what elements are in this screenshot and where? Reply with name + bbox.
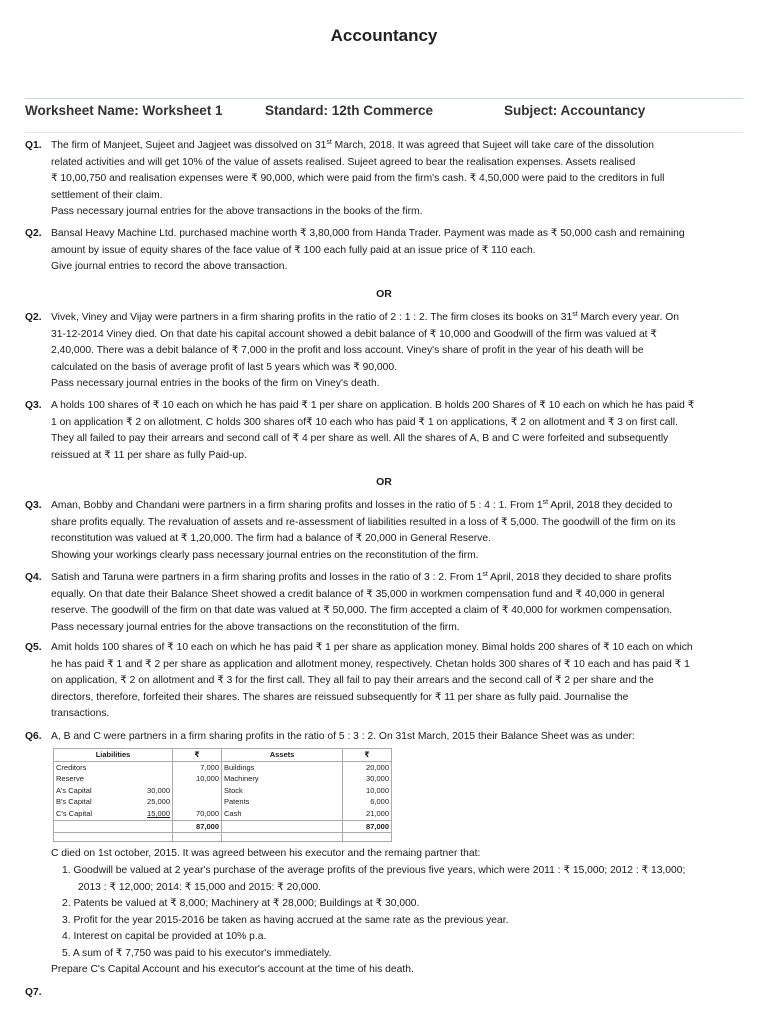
question	[25, 729, 743, 746]
worksheet-name: Worksheet Name: Worksheet 1	[25, 103, 223, 118]
table-row: Reserve 10,000 Machinery 30,000	[54, 773, 392, 785]
table-header: ₹	[173, 749, 222, 762]
question-line: directors, therefore, forfeited their shares. The shares are reissued subsequently for ₹ 11 per share as fully paid. Journalise the	[51, 691, 629, 703]
or-separator: OR	[376, 288, 392, 300]
table-row: A's Capital 30,000 Stock 10,000	[54, 785, 392, 797]
or-separator: OR	[376, 476, 392, 488]
question-number: Q2.	[25, 312, 42, 323]
question-line: equally. On that date their Balance Sheet showed a credit balance of ₹ 35,000 in workmen compensation fund and ₹ 40,000 in general	[51, 588, 665, 600]
question-line: 31-12-2014 Viney died. On that date his capital account showed a debit balance of ₹ 10,000 and Goodwill of the firm was valued at ₹	[51, 328, 657, 340]
page-title: Accountancy	[330, 26, 438, 45]
q6-intro: C died on 1st october, 2015. It was agreed between his executor and the remaing partner that:	[51, 848, 481, 859]
table-total-row	[54, 820, 392, 833]
question-number: Q3.	[25, 400, 42, 411]
question-line: Pass necessary journal entries in the books of the firm on Viney's death.	[51, 378, 380, 390]
question-line: settlement of their claim.	[51, 189, 163, 201]
question	[25, 640, 743, 723]
total-left: 87,000	[173, 820, 222, 833]
list-item: 5. A sum of ₹ 7,750 was paid to his executor's immediately.	[62, 947, 332, 959]
question	[25, 226, 743, 276]
total-right: 87,000	[343, 820, 392, 833]
question-line: on application, ₹ 2 on allotment and ₹ 3 for the first call. They all fail to pay their arrears and the second call of ₹ 2 per share and the	[51, 675, 654, 687]
question-line: share profits equally. The revaluation of assets and re-assessment of liabilities resulted in a loss of ₹ 5,000. The goodwill of the firm on its	[51, 516, 676, 528]
question	[25, 310, 743, 393]
list-item: 1. Goodwill be valued at 2 year's purchase of the average profits of the previous five years, which were 2011 : ₹ 15,000; 2012 : ₹ 13,000;	[62, 865, 686, 876]
list-item: 2013 : ₹ 12,000; 2014: ₹ 15,000 and 2015: ₹ 20,000.	[78, 881, 321, 893]
standard: Standard: 12th Commerce	[265, 103, 434, 118]
balance-sheet-table	[53, 748, 392, 842]
question-line: Vivek, Viney and Vijay were partners in a firm sharing profits in the ratio of 2 : 1 : 2. The firm closes its books on 31st March every year. On	[51, 311, 679, 323]
question-line: Showing your workings clearly pass necessary journal entries on the reconstitution of the firm.	[51, 549, 479, 561]
question-number: Q1.	[25, 140, 42, 151]
divider	[25, 132, 743, 133]
question-line: A holds 100 shares of ₹ 10 each on which he has paid ₹ 1 per share on application. B holds 200 Shares of ₹ 10 each on which he has paid ₹	[51, 400, 695, 411]
divider	[25, 98, 743, 99]
question-line: calculated on the basis of average profit of last 5 years which was ₹ 90,000.	[51, 361, 397, 373]
table-row: Creditors 7,000 Buildings 20,000	[54, 761, 392, 773]
question-line: A, B and C were partners in a firm sharing profits in the ratio of 5 : 3 : 2. On 31st March, 2015 their Balance Sheet was as under:	[51, 731, 635, 742]
table-header: Assets	[222, 749, 343, 762]
question-line: They all failed to pay their arrears and second call of ₹ 4 per share as well. All the shares of A, B and C were forfeited and subsequently	[51, 433, 669, 445]
question-line: Amit holds 100 shares of ₹ 10 each on which he has paid ₹ 1 per share as application money. Bimal holds 200 shares of ₹ 10 each on which	[51, 642, 693, 653]
question-number: Q7.	[25, 987, 42, 998]
list-item: 3. Profit for the year 2015-2016 be taken as having accrued at the same rate as the previous year.	[62, 914, 509, 926]
question-line: transactions.	[51, 708, 110, 720]
question-line: Pass necessary journal entries for the above transactions in the books of the firm.	[51, 206, 423, 218]
table-row: B's Capital 25,000 Patents 6,000	[54, 796, 392, 808]
table-row: C's Capital 15,000 70,000 Cash 21,000	[54, 808, 392, 820]
question-line: reconstitution was valued at ₹ 1,20,000. The firm had a balance of ₹ 20,000 in General Reserve.	[51, 533, 491, 545]
question-number: Q6.	[25, 731, 42, 742]
question-line: ₹ 10,00,750 and realisation expenses were ₹ 90,000, which were paid from the firm's cash. ₹ 4,50,000 were paid to the creditors in full	[51, 173, 665, 185]
question	[25, 138, 743, 221]
list-item: 4. Interest on capital be provided at 10% p.a.	[62, 931, 267, 943]
question-line: reissued at ₹ 11 per share as fully Paid-up.	[51, 449, 247, 461]
question-line: The firm of Manjeet, Sujeet and Jagjeet was dissolved on 31st March, 2018. It was agreed that Sujeet will take care of the dissolution	[51, 139, 655, 151]
question-line: related activities and will get 10% of the value of assets realised. Sujeet agreed to bear the realisation expenses. Assets realised	[51, 156, 636, 168]
question	[25, 498, 743, 564]
question-number: Q2.	[25, 228, 42, 239]
table-header: ₹	[343, 749, 392, 762]
subject: Subject: Accountancy	[504, 103, 646, 118]
question-line: Satish and Taruna were partners in a firm sharing profits and losses in the ratio of 3 : 2. From 1st April, 2018 they decided to share profits	[51, 571, 672, 583]
question-line: Aman, Bobby and Chandani were partners in a firm sharing profits and losses in the ratio of 5 : 4 : 1. From 1st April, 2018 they decided to	[51, 499, 673, 511]
question-line: Pass necessary journal entries for the above transactions on the reconstitution of the firm.	[51, 621, 460, 633]
question-number: Q5.	[25, 642, 42, 653]
question-line: 2,40,000. There was a debit balance of ₹ 7,000 in the profit and loss account. Viney's share of profit in the year of his death will be	[51, 345, 644, 357]
question-number: Q3.	[25, 500, 42, 511]
question-line: Bansal Heavy Machine Ltd. purchased machine worth ₹ 3,80,000 from Handa Trader. Payment was made as ₹ 50,000 cash and remaining	[51, 228, 685, 239]
question-line: amount by issue of equity shares of the face value of ₹ 100 each fully paid at an issue price of ₹ 110 each.	[51, 244, 536, 256]
question-line: he has paid ₹ 1 and ₹ 2 per share as application and allotment money, respectively. Chetan holds 300 shares of ₹ 10 each and has paid ₹ 1	[51, 658, 690, 670]
list-item: 2. Patents be valued at ₹ 8,000; Machinery at ₹ 28,000; Buildings at ₹ 30,000.	[62, 898, 420, 910]
table-header: Liabilities	[54, 749, 173, 762]
question-line: reserve. The goodwill of the firm on that date was valued at ₹ 50,000. The firm accepted a claim of ₹ 40,000 for workmen compensation.	[51, 605, 673, 617]
question-line: Give journal entries to record the above transaction.	[51, 261, 288, 273]
q6-closing: Prepare C's Capital Account and his executor's account at the time of his death.	[51, 964, 414, 975]
question	[25, 570, 743, 636]
question-number: Q4.	[25, 572, 42, 583]
question	[25, 398, 743, 464]
question-line: 1 on application ₹ 2 on allotment. C holds 300 shares of₹ 10 each who has paid ₹ 1 on applications, ₹ 2 on allotment and ₹ 3 on first call.	[51, 416, 678, 428]
condition-list	[62, 863, 685, 963]
